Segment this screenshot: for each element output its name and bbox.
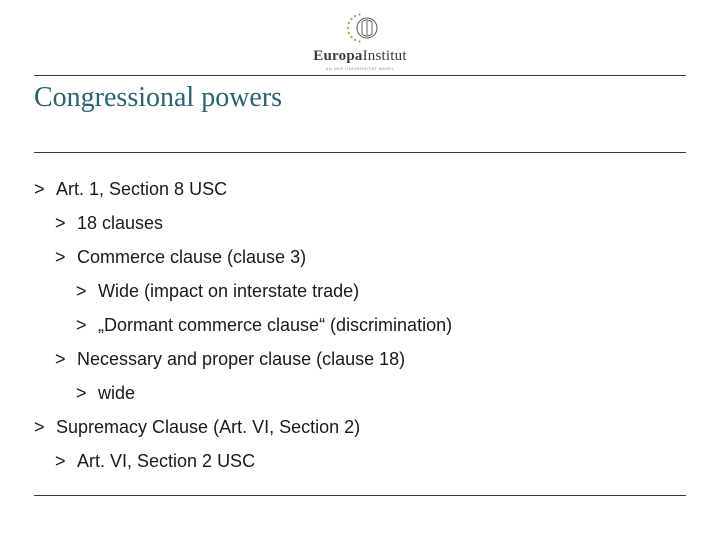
slide-title: Congressional powers — [34, 82, 283, 113]
top-divider — [34, 75, 686, 76]
bullet-text: Supremacy Clause (Art. VI, Section 2) — [56, 417, 361, 437]
bullet-text: Art. VI, Section 2 USC — [77, 451, 256, 471]
bullet-chevron-icon: > — [55, 349, 66, 369]
bullet-text: wide — [98, 383, 136, 403]
logo-emblem-icon — [340, 12, 380, 44]
bottom-divider — [34, 495, 686, 496]
bullet-item-level-3 — [76, 281, 359, 302]
bullet-chevron-icon: > — [76, 315, 87, 335]
bullet-chevron-icon: > — [55, 451, 66, 471]
bullet-chevron-icon: > — [55, 247, 66, 267]
bullet-item-level-1 — [34, 179, 227, 200]
bullet-item-level-3 — [76, 383, 135, 404]
bullet-chevron-icon: > — [55, 213, 66, 233]
bullet-item-level-2 — [55, 247, 306, 268]
logo-wordmark-rest: Institut — [362, 48, 407, 64]
bullet-text: Commerce clause (clause 3) — [77, 247, 307, 267]
bullet-item-level-2 — [55, 451, 255, 472]
title-divider — [34, 152, 686, 153]
bullet-text: „Dormant commerce clause“ (discrimination) — [98, 315, 453, 335]
bullet-item-level-2 — [55, 349, 405, 370]
bullet-text: Necessary and proper clause (clause 18) — [77, 349, 406, 369]
bullet-chevron-icon: > — [34, 417, 45, 437]
logo-wordmark — [300, 48, 420, 65]
logo-wordmark-bold: Europa — [313, 48, 363, 64]
europa-institut-logo — [300, 12, 420, 71]
bullet-item-level-3 — [76, 315, 452, 336]
logo-subline: AN DER UNIVERSITÄT BASEL — [325, 66, 395, 71]
bullet-chevron-icon: > — [76, 383, 87, 403]
bullet-text: Art. 1, Section 8 USC — [56, 179, 228, 199]
bullet-chevron-icon: > — [34, 179, 45, 199]
bullet-text: Wide (impact on interstate trade) — [98, 281, 360, 301]
bullet-item-level-2 — [55, 213, 163, 234]
bullet-item-level-1 — [34, 417, 360, 438]
bullet-chevron-icon: > — [76, 281, 87, 301]
bullet-text: 18 clauses — [77, 213, 164, 233]
